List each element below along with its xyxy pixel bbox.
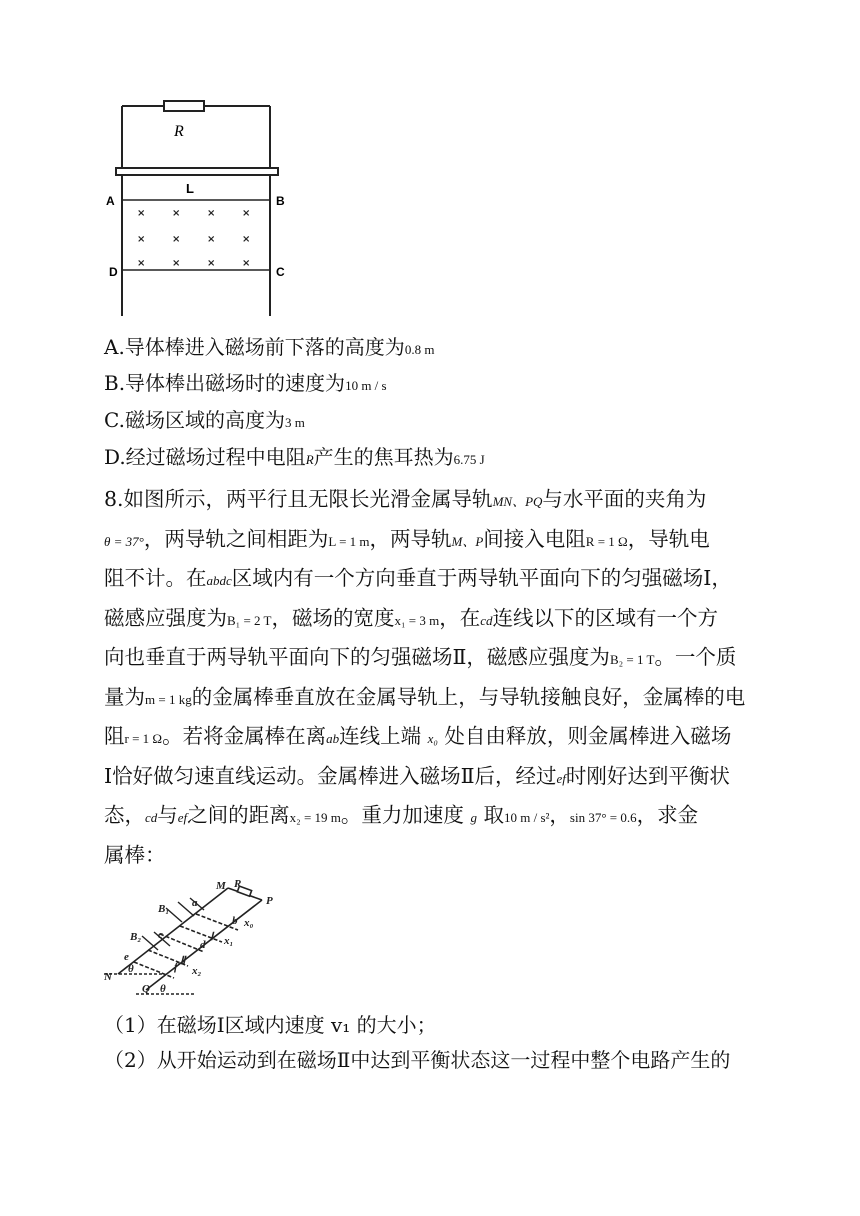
fig2-label-n: N bbox=[104, 971, 112, 983]
option-d-middle: 产生的焦耳热为 bbox=[313, 445, 454, 469]
fig2-label-e: e bbox=[124, 951, 129, 963]
q8-text: 。重力加速度 bbox=[340, 803, 471, 827]
fig1-field-crosses bbox=[137, 208, 250, 269]
svg-text:×: × bbox=[207, 208, 216, 219]
option-b-value: 10 m / s bbox=[345, 378, 387, 393]
q8-math: MN、PQ bbox=[492, 494, 543, 509]
q8-text: 与 bbox=[157, 803, 178, 827]
fig2-label-a: a bbox=[192, 897, 198, 909]
q8-math: R = 1 Ω bbox=[585, 533, 628, 549]
q8-text: 连线上端 bbox=[339, 724, 428, 748]
option-d-text: D.经过磁场过程中电阻 bbox=[104, 445, 306, 469]
q8-text: ，磁场的宽度 bbox=[271, 605, 395, 630]
fig2-label-d: d bbox=[200, 939, 206, 951]
q8-math: r = 1 Ω bbox=[124, 731, 163, 746]
svg-text:×: × bbox=[207, 234, 216, 245]
option-b-text: B.导体棒出磁场时的速度为 bbox=[104, 371, 346, 395]
q8-row bbox=[104, 520, 764, 560]
q8-text: 处自由释放，则金属棒进入磁场 bbox=[437, 724, 732, 748]
svg-text:×: × bbox=[242, 234, 251, 245]
q8-text: 阻 bbox=[104, 724, 125, 748]
q8-row bbox=[104, 638, 764, 678]
q8-math: sin 37° = 0.6 bbox=[569, 810, 637, 825]
q8-math: M、P bbox=[451, 533, 484, 549]
q8-text: 属棒： bbox=[104, 842, 166, 867]
q8-text: ，求金 bbox=[636, 803, 699, 827]
fig2-label-x0: x₀ bbox=[244, 917, 254, 929]
q8-text: 取 bbox=[476, 803, 504, 827]
q8-math: x₁ = 3 m bbox=[394, 612, 440, 628]
fig2-label-c: c bbox=[158, 929, 163, 941]
q8-text: 量为 bbox=[104, 684, 145, 709]
q8-text: ，两导轨之间相距为 bbox=[143, 526, 329, 551]
figure-vertical-rails bbox=[104, 92, 304, 318]
q8-row bbox=[104, 678, 764, 718]
q8-text: ，在 bbox=[439, 605, 481, 630]
q8-text: 8.如图所示，两平行且无限长光滑金属导轨 bbox=[104, 487, 493, 511]
q8-math: cd bbox=[480, 612, 493, 628]
fig2-label-theta2: θ bbox=[160, 983, 166, 995]
q8-text: 时刚好达到平衡状 bbox=[565, 763, 730, 788]
subquestion-2: （2）从开始运动到在磁场Ⅱ中达到平衡状态这一过程中整个电路产生的 bbox=[104, 1048, 731, 1072]
q8-text: Ⅰ恰好做匀速直线运动。金属棒进入磁场Ⅱ后，经过 bbox=[104, 763, 557, 788]
fig2-label-b: b bbox=[232, 915, 238, 927]
option-d-var: R bbox=[305, 452, 314, 467]
q8-math: 10 m / s² bbox=[503, 810, 550, 825]
q8-text: 向也垂直于两导轨平面向下的匀强磁场Ⅱ，磁感应强度为 bbox=[104, 645, 610, 669]
figure-inclined-rails bbox=[104, 878, 294, 998]
q8-math: cd bbox=[145, 810, 158, 825]
fig2-label-b2: B₂ bbox=[130, 931, 142, 943]
q8-text: 。一个质 bbox=[654, 645, 737, 669]
q8-math: x₂ = 19 m bbox=[289, 810, 341, 825]
q8-math: ef bbox=[556, 770, 566, 786]
fig2-label-m: M bbox=[216, 880, 226, 892]
subquestion-1: （1）在磁场Ⅰ区域内速度 v₁ 的大小； bbox=[104, 1013, 437, 1037]
q8-text: 。若将金属棒在离 bbox=[162, 724, 327, 748]
option-c bbox=[104, 406, 305, 437]
fig1-label-b: B bbox=[276, 194, 285, 208]
svg-text:×: × bbox=[137, 258, 146, 269]
q8-math: ef bbox=[177, 810, 188, 825]
q8-math: B₂ = 1 T bbox=[609, 652, 655, 667]
q8-text: ，两导轨 bbox=[369, 526, 452, 551]
q8-text: ，导轨电 bbox=[627, 526, 710, 551]
fig1-label-d: D bbox=[109, 265, 118, 279]
svg-text:×: × bbox=[242, 258, 251, 269]
fig1-label-a: A bbox=[106, 194, 115, 208]
option-c-text: C.磁场区域的高度为 bbox=[104, 408, 285, 432]
fig2-label-theta1: θ bbox=[128, 963, 134, 975]
option-b bbox=[104, 369, 387, 400]
q8-row bbox=[104, 480, 764, 520]
fig2-label-f: f bbox=[174, 961, 178, 973]
q8-math: m = 1 kg bbox=[145, 691, 192, 707]
q8-text: 之间的距离 bbox=[187, 803, 290, 827]
q8-row bbox=[104, 796, 764, 836]
q8-text: 区域内有一个方向垂直于两导轨平面向下的匀强磁场Ⅰ， bbox=[231, 566, 732, 590]
q8-row bbox=[104, 836, 764, 876]
question-8 bbox=[104, 480, 764, 875]
q8-math: g bbox=[470, 810, 477, 825]
q8-math: x₀ bbox=[427, 731, 438, 746]
fig2-label-r: R bbox=[234, 878, 242, 890]
q8-math: ab bbox=[326, 731, 340, 746]
fig2-label-q: Q bbox=[142, 983, 150, 995]
option-a-text: A.导体棒进入磁场前下落的高度为 bbox=[104, 335, 405, 359]
fig2-label-i: Ⅰ bbox=[210, 931, 214, 943]
fig2-label-b1: B₁ bbox=[158, 903, 170, 915]
svg-text:×: × bbox=[172, 234, 181, 245]
svg-text:×: × bbox=[207, 258, 216, 269]
q8-text: 磁感应强度为 bbox=[104, 605, 227, 630]
q8-row bbox=[104, 757, 764, 797]
svg-text:×: × bbox=[172, 258, 181, 269]
q8-text: 连线以下的区域有一个方 bbox=[492, 605, 719, 630]
q8-row bbox=[104, 717, 764, 757]
option-d-value: 6.75 J bbox=[453, 452, 485, 467]
svg-text:×: × bbox=[242, 208, 251, 219]
option-d bbox=[104, 443, 485, 474]
q8-row bbox=[104, 559, 764, 599]
svg-text:×: × bbox=[137, 234, 146, 245]
q8-row bbox=[104, 599, 764, 639]
option-c-value: 3 m bbox=[284, 415, 305, 430]
fig2-label-x2: x₂ bbox=[192, 965, 202, 977]
fig2-label-p: P bbox=[266, 895, 273, 907]
fig2-label-x1: x₁ bbox=[224, 935, 234, 947]
q8-text: 与水平面的夹角为 bbox=[542, 487, 707, 511]
fig1-label-c: C bbox=[276, 265, 285, 279]
option-a bbox=[104, 333, 434, 364]
q8-math: L = 1 m bbox=[328, 533, 370, 549]
fig1-label-r: R bbox=[174, 123, 184, 140]
q8-text: ， bbox=[549, 803, 570, 827]
fig1-label-l: L bbox=[186, 181, 194, 196]
q8-text: 阻不计。在 bbox=[104, 566, 207, 590]
svg-text:×: × bbox=[137, 208, 146, 219]
q8-text: 间接入电阻 bbox=[483, 526, 586, 551]
svg-text:×: × bbox=[172, 208, 181, 219]
q8-text: 的金属棒垂直放在金属导轨上，与导轨接触良好，金属棒的电 bbox=[191, 684, 746, 709]
q8-math: B₁ = 2 T bbox=[227, 612, 272, 628]
fig2-label-ii: Ⅱ bbox=[180, 955, 186, 967]
option-a-value: 0.8 m bbox=[404, 342, 435, 357]
q8-math: abdc bbox=[206, 573, 232, 588]
q8-text: 态， bbox=[104, 803, 145, 827]
q8-math: θ = 37° bbox=[104, 533, 144, 549]
